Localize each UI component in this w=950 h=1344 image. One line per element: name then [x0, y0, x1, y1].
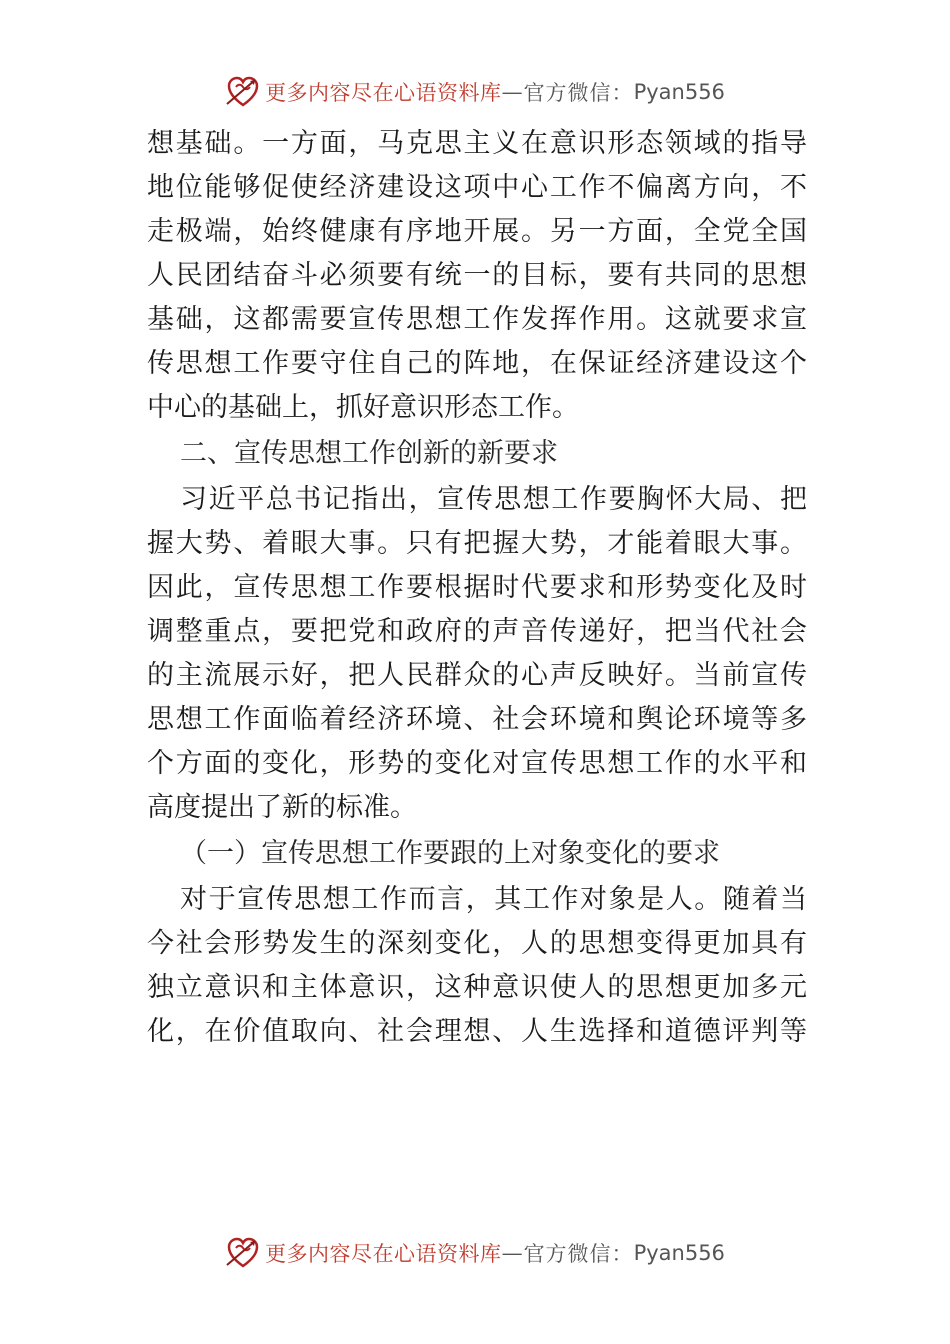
text-line: 的主流展示好，把人民群众的心声反映好。当前宣传 — [147, 660, 807, 691]
text-line: 中心的基础上，抓好意识形态工作。 — [147, 392, 579, 423]
footer-main-text: 更多内容尽在心语资料库 — [265, 1242, 502, 1266]
document-body — [147, 122, 807, 1054]
header-wechat-id: Pyan556 — [633, 80, 725, 104]
text-line: 对于宣传思想工作而言，其工作对象是人。随着当 — [180, 884, 807, 915]
text-line: 走极端，始终健康有序地开展。另一方面，全党全国 — [147, 216, 807, 247]
text-line: 握大势、着眼大事。只有把握大势，才能着眼大事。 — [147, 528, 807, 559]
text-line: 人民团结奋斗必须要有统一的目标，要有共同的思想 — [147, 260, 807, 291]
heart-arrow-logo-icon — [225, 1235, 261, 1271]
footer-dash: — — [501, 1241, 524, 1265]
text-line: 调整重点，要把党和政府的声音传递好，把当代社会 — [147, 616, 807, 647]
text-line: 习近平总书记指出，宣传思想工作要胸怀大局、把 — [180, 484, 807, 515]
sub-heading: （一）宣传思想工作要跟的上对象变化的要求 — [180, 838, 720, 869]
footer-banner — [0, 1233, 950, 1273]
header-dash: — — [501, 80, 524, 104]
text-line: 基础，这都需要宣传思想工作发挥作用。这就要求宣 — [147, 304, 807, 335]
header-banner — [0, 72, 950, 112]
text-line: 思想工作面临着经济环境、社会环境和舆论环境等多 — [147, 704, 807, 735]
header-main-text: 更多内容尽在心语资料库 — [265, 81, 502, 105]
heart-arrow-logo-icon — [225, 74, 261, 110]
text-line: 化，在价值取向、社会理想、人生选择和道德评判等 — [147, 1016, 807, 1047]
text-line: 想基础。一方面，马克思主义在意识形态领域的指导 — [147, 128, 807, 159]
text-line: 今社会形势发生的深刻变化，人的思想变得更加具有 — [147, 928, 807, 959]
text-line: 传思想工作要守住自己的阵地，在保证经济建设这个 — [147, 348, 807, 379]
footer-wechat-id: Pyan556 — [633, 1241, 725, 1265]
section-heading: 二、宣传思想工作创新的新要求 — [180, 438, 558, 469]
footer-tail-text: 官方微信： — [523, 1242, 634, 1266]
paragraph-2 — [147, 478, 807, 830]
text-line: 个方面的变化，形势的变化对宣传思想工作的水平和 — [147, 748, 807, 779]
text-line: 高度提出了新的标准。 — [147, 792, 417, 823]
text-line: 独立意识和主体意识，这种意识使人的思想更加多元 — [147, 972, 807, 1003]
paragraph-3 — [147, 878, 807, 1054]
text-line: 因此，宣传思想工作要根据时代要求和形势变化及时 — [147, 572, 807, 603]
paragraph-1 — [147, 122, 807, 430]
text-line: 地位能够促使经济建设这项中心工作不偏离方向，不 — [147, 172, 807, 203]
header-tail-text: 官方微信： — [523, 81, 634, 105]
